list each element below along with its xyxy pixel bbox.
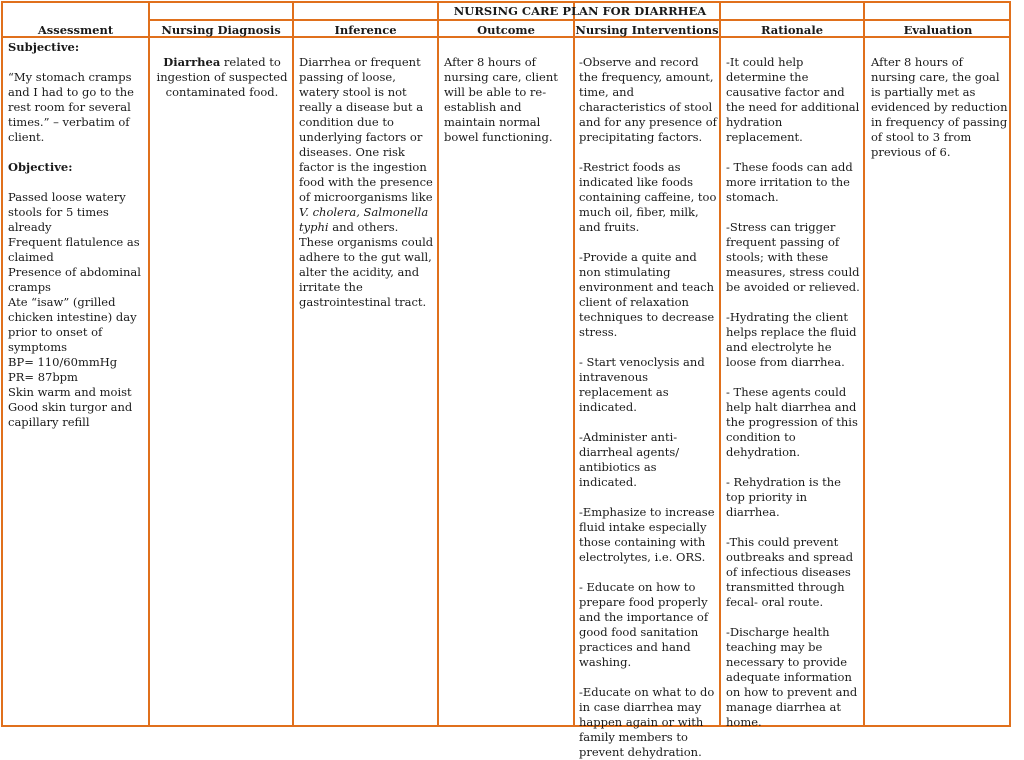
column-divider xyxy=(148,3,150,725)
objective-item: Passed loose watery stools for 5 times already xyxy=(8,190,126,234)
header-nursing-interventions: Nursing Interventions xyxy=(575,23,719,37)
objective-item: Presence of abdominal cramps xyxy=(8,265,141,294)
outcome-cell xyxy=(444,55,570,145)
header-outcome: Outcome xyxy=(477,23,535,37)
diagnosis-description: related to ingestion of suspected contaminated food. xyxy=(156,55,288,99)
evaluation-cell xyxy=(871,55,1009,160)
table-title: NURSING CARE PLAN FOR DIARRHEA xyxy=(453,4,707,18)
inference-cell xyxy=(299,55,435,310)
column-divider xyxy=(437,3,439,725)
rationale-item: - These foods can add more irritation to the stomach. xyxy=(726,160,853,204)
interventions-cell xyxy=(579,55,718,760)
inference-text xyxy=(299,55,435,310)
intervention-item: - Start venoclysis and intravenous replacement as indicated. xyxy=(579,355,705,414)
rationale-item: -Hydrating the client helps replace the fluid and electrolyte he loose from diarrhea. xyxy=(726,310,857,369)
intervention-item: -Provide a quite and non stimulating environment and teach client of relaxation techniques to decrease stress. xyxy=(579,250,715,339)
rationale-item: -Stress can trigger frequent passing of stools; with these measures, stress could be avoided or relieved. xyxy=(726,220,860,294)
intervention-item: -Restrict foods as indicated like foods containing caffeine, too much oil, fiber, milk, and fruits. xyxy=(579,160,717,234)
column-divider xyxy=(292,3,294,725)
outcome-text: After 8 hours of nursing care, client will be able to re-establish and maintain normal bowel functioning. xyxy=(444,55,558,144)
rationale-item: - These agents could help halt diarrhea and the progression of this condition to dehydration. xyxy=(726,385,858,459)
evaluation-text: After 8 hours of nursing care, the goal is partially met as evidenced by reduction in frequency of passing of stool to 3 from previous of 6. xyxy=(871,55,1008,159)
inference-text-part: and others. These organisms could adhere to the gut wall, alter the acidity, and irritate the gastrointestinal tract. xyxy=(299,220,434,309)
header-evaluation: Evaluation xyxy=(903,23,973,37)
subjective-label: Subjective: xyxy=(8,40,80,54)
objective-item: Skin warm and moist xyxy=(8,385,132,399)
inference-organisms: V. cholera, Salmonella typhi xyxy=(299,205,429,234)
intervention-item: -Observe and record the frequency, amount, time, and characteristics of stool and for any presence of precipitating factors. xyxy=(579,55,717,144)
rationale-item: -Discharge health teaching may be necessary to provide adequate information on how to prevent and manage diarrhea at home. xyxy=(726,625,858,729)
diagnosis-cell xyxy=(156,55,288,100)
objective-item: Good skin turgor and capillary refill xyxy=(8,400,133,429)
header-inference: Inference xyxy=(334,23,397,37)
subjective-text: “My stomach cramps and I had to go to the rest room for several times.” – verbatim of client. xyxy=(8,70,134,144)
objective-label: Objective: xyxy=(8,160,73,174)
objective-item: BP= 110/60mmHg xyxy=(8,355,118,369)
care-plan-table xyxy=(1,1,1011,759)
rationale-item: - Rehydration is the top priority in diarrhea. xyxy=(726,475,841,519)
header-assessment: Assessment xyxy=(37,23,114,37)
header-rationale: Rationale xyxy=(760,23,824,37)
rationale-cell xyxy=(726,55,862,730)
column-divider xyxy=(719,3,721,725)
diagnosis-term: Diarrhea xyxy=(163,55,221,69)
intervention-item: - Educate on how to prepare food properly and the importance of good food sanitation practices and hand washing. xyxy=(579,580,709,669)
intervention-item: -Emphasize to increase fluid intake especially those containing with electrolytes, i.e. ORS. xyxy=(579,505,715,564)
objective-item: Ate “isaw” (grilled chicken intestine) day prior to onset of symptoms xyxy=(8,295,137,354)
assessment-cell xyxy=(8,40,144,430)
column-divider xyxy=(573,3,575,725)
inference-text-part: Diarrhea or frequent passing of loose, watery stool is not really a disease but a condition due to underlying factors or diseases. One risk factor is the ingestion food with the presence of microorganisms like xyxy=(299,55,433,204)
diagnosis-text xyxy=(156,55,288,100)
intervention-item: -Educate on what to do in case diarrhea may happen again or with family members to prevent dehydration. xyxy=(579,685,715,759)
column-divider xyxy=(863,3,865,725)
objective-item: PR= 87bpm xyxy=(8,370,78,384)
rationale-item: -It could help determine the causative factor and the need for additional hydration replacement. xyxy=(726,55,860,144)
objective-item: Frequent flatulence as claimed xyxy=(8,235,140,264)
rationale-item: -This could prevent outbreaks and spread of infectious diseases transmitted through fecal- oral route. xyxy=(726,535,854,609)
intervention-item: -Administer anti-diarrheal agents/ antibiotics as indicated. xyxy=(579,430,680,489)
header-nursing-diagnosis: Nursing Diagnosis xyxy=(161,23,281,37)
